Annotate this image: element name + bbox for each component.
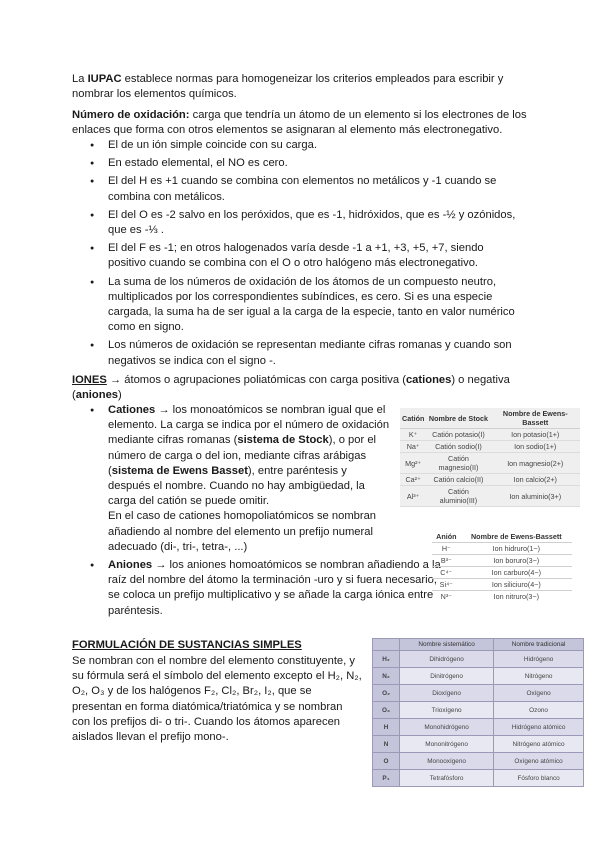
cationes-item: ● Cationes → los monoatómicos se nombran igual que el elemento. La carga se indica por el número de oxidación mediante cifras romanas (sistema de Stock), o por el número de carga o del ion, mediante cifras arábigas (sistema de Ewens Basset), entre paréntesis y después el nombre. Cuando no hay ambigüedad, la carga del catión se puede omitir. En el caso de cationes homopoliatómicos se nombran añadiendo al nombre del elemento un prefijo numeral adecuado (di-, tri-, tetra-, ...) [90,403,390,555]
intro-paragraph: La IUPAC establece normas para homogeneizar los criterios empleados para escribir y nombrar los elementos químicos. [72,73,504,101]
list-item: ● El del O es -2 salvo en los peróxidos, que es -1, hidróxidos, que es -½ y ozónidos, que es -⅓ . [90,208,520,238]
ions-intro: IONES → átomos o agrupaciones poliatómicas con carga positiva (cationes) o negativa (aniones) [72,374,510,402]
table-header-row: Nombre sistemático Nombre tradicional [373,639,584,651]
table-row: Al³⁺ Catión aluminio(III) Ion aluminio(3+) [400,486,580,507]
table-row: C⁴⁻ Ion carburo(4−) [432,567,572,579]
table-row: H⁻ Ion hidruro(1−) [432,543,572,555]
table-row: Na⁺ Catión sodio(I) Ion sodio(1+) [400,441,580,453]
ions-heading: IONES [72,374,107,386]
table-row: H₂ Dihidrógeno Hidrógeno [373,651,584,668]
oxidation-title: Número de oxidación: [72,109,190,121]
table-row: B³⁻ Ion boruro(3−) [432,555,572,567]
table-row: N Mononitrógeno Nitrógeno atómico [373,736,584,753]
list-item: ● Los números de oxidación se representan mediante cifras romanas y cuando son negativos se indica con el signo -. [90,338,520,368]
oxidation-definition: Número de oxidación: carga que tendría un átomo de un elemento si los electrones de los enlaces que forma con otros elementos se asignaran al elemento más electronegativo. [72,109,527,137]
list-item: ● El de un ión simple coincide con su carga. [90,138,520,153]
list-item: ● En estado elemental, el NO es cero. [90,156,520,171]
anion-table [432,531,572,602]
table-row: P₄ Tetrafósforo Fósforo blanco [373,770,584,787]
aniones-item: ● Aniones → los aniones homoatómicos se nombran añadiendo a la raíz del nombre del átomo la terminación -uro y si fuera necesario, se coloca un prefijo multiplicativo y se añade la carga iónica entre paréntesis. [90,558,446,619]
list-item: ● El del F es -1; en otros halogenados varía desde -1 a +1, +3, +5, +7, siendo positivo cuando se combina con el O o otro halógeno más electronegativo. [90,241,520,271]
table-row: O Monooxígeno Oxígeno atómico [373,753,584,770]
table-row: N₂ Dinitrógeno Nitrógeno [373,668,584,685]
oxidation-rules-list [90,138,520,372]
ions-list [90,403,441,622]
iupac-term: IUPAC [87,73,122,85]
table-header-row: Anión Nombre de Ewens-Bassett [436,532,562,541]
simple-substances-heading: FORMULACIÓN DE SUSTANCIAS SIMPLES [72,639,302,651]
table-row: O₂ Dioxígeno Oxígeno [373,685,584,702]
table-row: Si⁴⁻ Ion siliciuro(4−) [432,579,572,591]
table-row: Mg²⁺ Catión magnesio(II) Ion magnesio(2+) [400,453,580,474]
list-item: ● El del H es +1 cuando se combina con elementos no metálicos y -1 cuando se combina con metálicos. [90,174,520,204]
table-header-row: Catión Nombre de Stock Nombre de Ewens-Bassett [400,408,580,429]
simple-substances-text: Se nombran con el nombre del elemento constituyente, y su fórmula será el símbolo del elemento excepto el H₂, N₂, O₂, O₃ y de los halógenos F₂, Cl₂, Br₂, I₂, que se presentan en forma diatómica/triatómica y se nombran con los prefijos di- o tri-. Cuando los átomos aparecen aislados llevan el prefijo mono-. [72,655,362,744]
cationes-homopoly: En el caso de cationes homopoliatómicos se nombran añadiendo al nombre del elemento un prefijo numeral adecuado (di-, tri-, tetra-, ...) [108,510,377,553]
table-row: O₃ Trioxígeno Ozono [373,702,584,719]
table-row: K⁺ Catión potasio(I) Ion potasio(1+) [400,429,580,441]
table-row: Ca²⁺ Catión calcio(II) Ion calcio(2+) [400,474,580,486]
table-row: N³⁻ Ion nitruro(3−) [432,591,572,603]
cation-table [400,408,580,507]
substance-table [372,638,584,787]
list-item: ● La suma de los números de oxidación de los átomos de un compuesto neutro, multiplicados por los correspondientes subíndices, es cero. Si es una especie cargada, la suma ha de ser igual a la carga de la especie, tanto en valor numérico como en signo. [90,275,520,336]
table-row: H Monohidrógeno Hidrógeno atómico [373,719,584,736]
